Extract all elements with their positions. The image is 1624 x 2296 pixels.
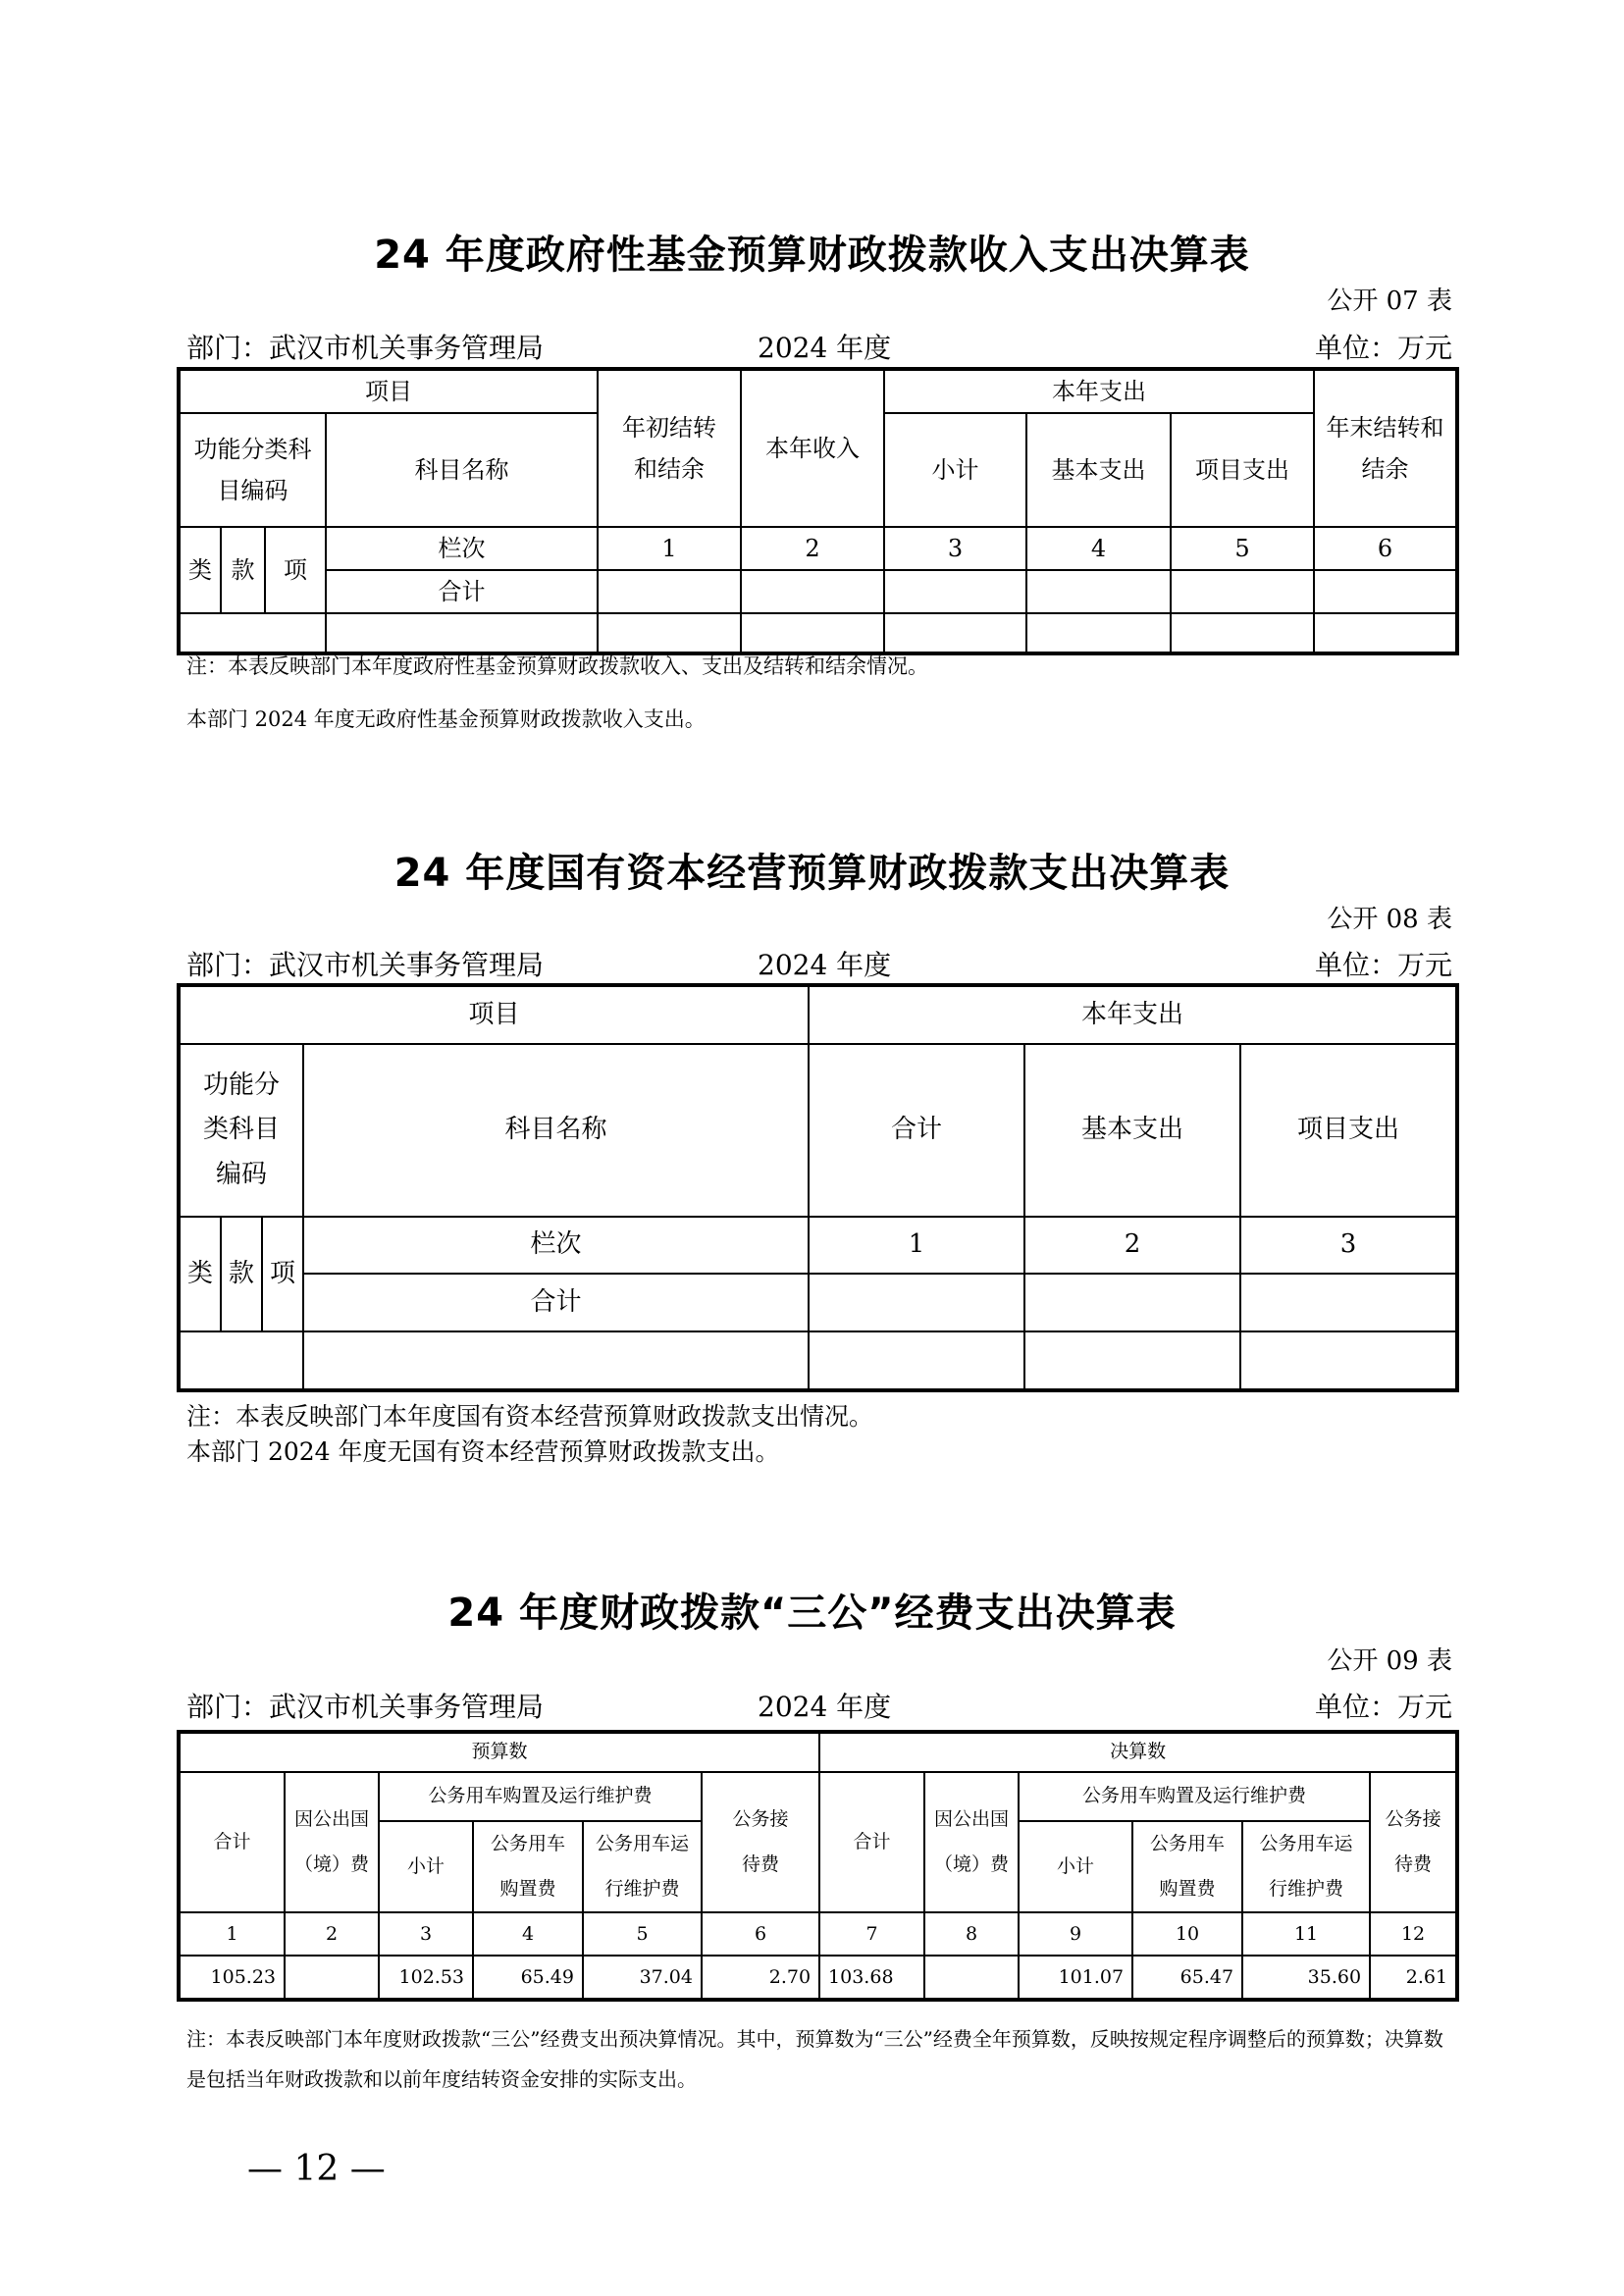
value-cell: 65.47 — [1132, 1956, 1242, 1999]
col-num: 2 — [1024, 1217, 1240, 1274]
value-cell: 2.70 — [702, 1956, 819, 1999]
year-label: 2024 年度 — [758, 949, 892, 981]
unit-label: 单位：万元 — [1314, 949, 1452, 981]
col-num: 6 — [702, 1912, 819, 1956]
value-cell: 2.61 — [1370, 1956, 1456, 1999]
header-lei: 类 — [180, 527, 221, 613]
value-cell — [924, 1956, 1019, 1999]
table-cell — [1026, 613, 1171, 652]
table-cell — [884, 570, 1026, 613]
year-label: 2024 年度 — [758, 332, 892, 364]
table-cell — [1314, 570, 1456, 613]
table-08-meta — [179, 944, 1452, 979]
header-xiang: 项 — [265, 527, 326, 613]
value-cell: 102.53 — [379, 1956, 473, 1999]
table-cell — [1240, 1274, 1456, 1331]
table-cell — [180, 1331, 303, 1389]
table-cell — [598, 570, 741, 613]
header-vehicle: 公务用车购置及运行维护费 — [379, 1772, 702, 1821]
col-num: 7 — [819, 1912, 924, 1956]
col-num: 4 — [473, 1912, 583, 1956]
col-num: 1 — [598, 527, 741, 570]
header-budget: 预算数 — [180, 1733, 819, 1772]
header-lanci: 栏次 — [303, 1217, 809, 1274]
col-num: 5 — [1171, 527, 1314, 570]
department-label: 部门：武汉市机关事务管理局 — [186, 332, 545, 364]
value-cell: 105.23 — [180, 1956, 285, 1999]
header-xiang: 项 — [262, 1217, 303, 1331]
header-carry-end: 年末结转和结余 — [1314, 370, 1456, 527]
table-07-meta — [179, 327, 1452, 362]
table-08-number: 公开 08 表 — [1327, 905, 1452, 934]
value-cell: 103.68 — [819, 1956, 924, 1999]
table-08-title: 24 年度国有资本经营预算财政拨款支出决算表 — [393, 851, 1231, 896]
table-cell — [1026, 570, 1171, 613]
table-cell — [180, 613, 326, 652]
unit-label: 单位：万元 — [1314, 332, 1452, 364]
col-num: 3 — [884, 527, 1026, 570]
table-cell — [303, 1331, 809, 1389]
table-08-note: 本部门 2024 年度无国有资本经营预算财政拨款支出。 — [186, 1437, 780, 1466]
table-07-title: 24 年度政府性基金预算财政拨款收入支出决算表 — [374, 233, 1250, 278]
unit-label: 单位：万元 — [1314, 1691, 1452, 1723]
table-cell — [741, 613, 884, 652]
value-cell: 65.49 — [473, 1956, 583, 1999]
col-num: 5 — [583, 1912, 702, 1956]
header-subtotal: 小计 — [884, 413, 1026, 527]
col-num: 9 — [1019, 1912, 1132, 1956]
table-07-note: 注：本表反映部门本年度政府性基金预算财政拨款收入、支出及结转和结余情况。 — [186, 654, 928, 678]
table-09-title: 24 年度财政拨款“三公”经费支出决算表 — [447, 1591, 1177, 1636]
header-carry-begin: 年初结转和结余 — [598, 370, 741, 527]
header-lanci: 栏次 — [326, 527, 598, 570]
header-subtotal: 小计 — [379, 1821, 473, 1912]
header-project: 项目支出 — [1171, 413, 1314, 527]
header-total: 合计 — [819, 1772, 924, 1912]
table-07 — [179, 369, 1457, 653]
header-subject-name: 科目名称 — [326, 413, 598, 527]
value-cell: 101.07 — [1019, 1956, 1132, 1999]
header-lei: 类 — [180, 1217, 221, 1331]
table-cell — [1171, 570, 1314, 613]
header-subject-name: 科目名称 — [303, 1044, 809, 1217]
col-num: 2 — [285, 1912, 379, 1956]
header-vehicle-buy: 公务用车购置费 — [1132, 1821, 1242, 1912]
table-cell — [741, 570, 884, 613]
header-vehicle: 公务用车购置及运行维护费 — [1019, 1772, 1370, 1821]
value-cell: 35.60 — [1242, 1956, 1370, 1999]
header-reception: 公务接待费 — [702, 1772, 819, 1912]
col-num: 4 — [1026, 527, 1171, 570]
col-num: 8 — [924, 1912, 1019, 1956]
table-cell — [809, 1331, 1024, 1389]
table-cell — [884, 613, 1026, 652]
department-label: 部门：武汉市机关事务管理局 — [186, 949, 545, 981]
total-row-label: 合计 — [303, 1274, 809, 1331]
page-number: — 12 — — [247, 2149, 386, 2189]
header-item: 项目 — [180, 986, 809, 1044]
header-income: 本年收入 — [741, 370, 884, 527]
header-func-code: 功能分类科目编码 — [180, 1044, 303, 1217]
table-cell — [1314, 613, 1456, 652]
col-num: 1 — [180, 1912, 285, 1956]
value-cell — [285, 1956, 379, 1999]
table-cell — [1240, 1331, 1456, 1389]
header-abroad: 因公出国（境）费 — [285, 1772, 379, 1912]
header-project: 项目支出 — [1240, 1044, 1456, 1217]
table-09-meta — [179, 1686, 1452, 1721]
header-final: 决算数 — [819, 1733, 1456, 1772]
table-cell — [809, 1274, 1024, 1331]
table-09-note: 注：本表反映部门本年度财政拨款“三公”经费支出预决算情况。其中，预算数为“三公”经费全年预算数，反映按规定程序调整后的预算数；决算数是包括当年财政拨款和以前年度结转资金安排的实际支出。 — [186, 2027, 1443, 2091]
header-basic: 基本支出 — [1024, 1044, 1240, 1217]
table-07-note: 本部门 2024 年度无政府性基金预算财政拨款收入支出。 — [186, 707, 706, 731]
year-label: 2024 年度 — [758, 1691, 892, 1723]
header-expense: 本年支出 — [884, 370, 1314, 413]
table-cell — [598, 613, 741, 652]
header-vehicle-buy: 公务用车购置费 — [473, 1821, 583, 1912]
header-func-code: 功能分类科目编码 — [180, 413, 326, 527]
header-total: 合计 — [809, 1044, 1024, 1217]
table-cell — [1024, 1274, 1240, 1331]
table-cell — [1171, 613, 1314, 652]
col-num: 11 — [1242, 1912, 1370, 1956]
table-08-note: 注：本表反映部门本年度国有资本经营预算财政拨款支出情况。 — [186, 1402, 874, 1431]
header-kuan: 款 — [221, 527, 265, 613]
col-num: 3 — [1240, 1217, 1456, 1274]
header-kuan: 款 — [221, 1217, 262, 1331]
table-09-number: 公开 09 表 — [1327, 1646, 1452, 1676]
header-item: 项目 — [180, 370, 598, 413]
header-abroad: 因公出国（境）费 — [924, 1772, 1019, 1912]
value-cell: 37.04 — [583, 1956, 702, 1999]
header-vehicle-run: 公务用车运行维护费 — [583, 1821, 702, 1912]
total-row-label: 合计 — [326, 570, 598, 613]
table-cell — [1024, 1331, 1240, 1389]
col-num: 1 — [809, 1217, 1024, 1274]
header-subtotal: 小计 — [1019, 1821, 1132, 1912]
department-label: 部门：武汉市机关事务管理局 — [186, 1691, 545, 1723]
header-basic: 基本支出 — [1026, 413, 1171, 527]
table-07-number: 公开 07 表 — [1327, 287, 1452, 316]
table-09 — [179, 1732, 1457, 2000]
header-reception: 公务接待费 — [1370, 1772, 1456, 1912]
col-num: 10 — [1132, 1912, 1242, 1956]
table-cell — [326, 613, 598, 652]
header-expense: 本年支出 — [809, 986, 1456, 1044]
col-num: 3 — [379, 1912, 473, 1956]
header-total: 合计 — [180, 1772, 285, 1912]
table-08 — [179, 985, 1457, 1390]
header-vehicle-run: 公务用车运行维护费 — [1242, 1821, 1370, 1912]
col-num: 2 — [741, 527, 884, 570]
col-num: 6 — [1314, 527, 1456, 570]
col-num: 12 — [1370, 1912, 1456, 1956]
